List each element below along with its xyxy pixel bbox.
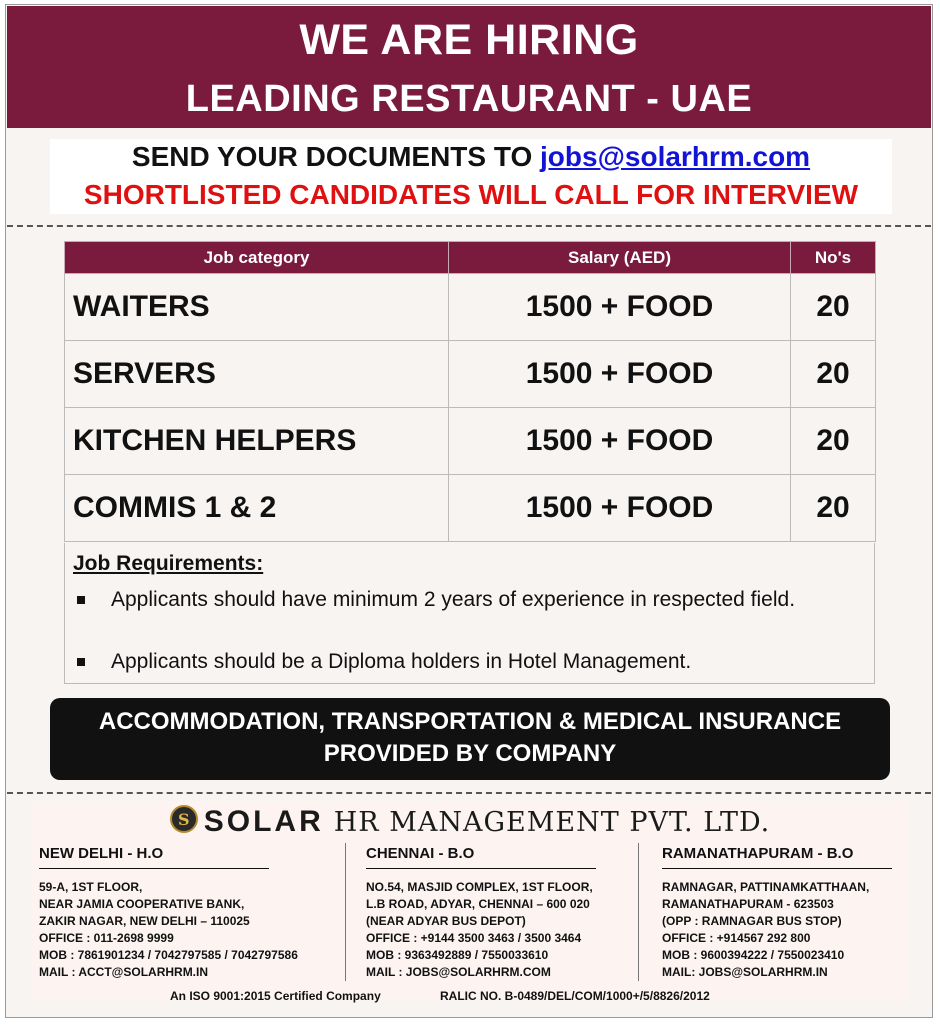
office-line: (OPP : RAMNAGAR BUS STOP) <box>662 914 842 928</box>
send-documents-line <box>50 141 892 173</box>
job-salary: 1500 + FOOD <box>449 475 791 542</box>
table-row <box>65 475 876 542</box>
office-line: MOB : 9363492889 / 7550033610 <box>366 948 549 962</box>
requirement-item <box>73 646 863 677</box>
table-header-row <box>65 242 876 274</box>
jobs-table <box>64 241 875 542</box>
office-line: MAIL: JOBS@SOLARHRM.IN <box>662 965 828 979</box>
hiring-banner <box>7 6 931 128</box>
benefits-banner <box>50 698 890 780</box>
send-prefix: SEND YOUR DOCUMENTS TO <box>131 141 541 172</box>
solar-logo-icon: S <box>170 805 198 833</box>
table-row <box>65 274 876 341</box>
office-line: 59-A, 1ST FLOOR, <box>39 880 143 894</box>
job-salary: 1500 + FOOD <box>449 274 791 341</box>
company-footer <box>32 801 908 1001</box>
job-requirements <box>64 543 875 684</box>
office-title: CHENNAI - B.O <box>366 845 475 862</box>
office-line: L.B ROAD, ADYAR, CHENNAI – 600 020 <box>366 897 590 911</box>
email-link[interactable]: jobs@solarhrm.com <box>540 141 811 172</box>
requirements-title: Job Requirements: <box>73 552 264 575</box>
job-category: WAITERS <box>65 274 449 341</box>
requirement-text: Applicants should have minimum 2 years of experience in respected field. <box>111 588 796 611</box>
benefits-line-2: PROVIDED BY COMPANY <box>323 740 617 767</box>
job-category: COMMIS 1 & 2 <box>65 475 449 542</box>
job-category: KITCHEN HELPERS <box>65 408 449 475</box>
header-job-category: Job category <box>65 242 449 274</box>
office-line: OFFICE : +914567 292 800 <box>662 931 811 945</box>
company-logo-row <box>32 805 908 841</box>
ralic-number: RALIC NO. B-0489/DEL/COM/1000+/5/8826/2012 <box>440 989 710 1003</box>
job-count: 20 <box>791 274 876 341</box>
job-salary: 1500 + FOOD <box>449 341 791 408</box>
office-line: MAIL : JOBS@SOLARHRM.COM <box>366 965 551 979</box>
company-name: HR MANAGEMENT PVT. LTD. <box>333 806 771 838</box>
dashed-divider-top <box>7 225 931 227</box>
office-line: OFFICE : +9144 3500 3463 / 3500 3464 <box>366 931 582 945</box>
office-new-delhi <box>39 845 319 981</box>
job-salary: 1500 + FOOD <box>449 408 791 475</box>
table-row <box>65 341 876 408</box>
office-separator <box>638 843 639 981</box>
office-title-rule <box>39 868 269 869</box>
iso-certification: An ISO 9001:2015 Certified Company <box>170 989 381 1003</box>
office-separator <box>345 843 346 981</box>
office-line: NO.54, MASJID COMPLEX, 1ST FLOOR, <box>366 880 593 894</box>
banner-subtitle: LEADING RESTAURANT - UAE <box>185 78 753 120</box>
office-title: RAMANATHAPURAM - B.O <box>662 845 854 862</box>
office-title: NEW DELHI - H.O <box>39 845 164 862</box>
logo-wordmark: SOLAR <box>203 805 324 838</box>
shortlisted-notice: SHORTLISTED CANDIDATES WILL CALL FOR INTERVIEW <box>83 179 859 210</box>
table-row <box>65 408 876 475</box>
dashed-divider-bottom <box>7 792 931 794</box>
job-count: 20 <box>791 475 876 542</box>
office-line: RAMANATHAPURAM - 623503 <box>662 897 834 911</box>
office-line: OFFICE : 011-2698 9999 <box>39 931 174 945</box>
benefits-line-1: ACCOMMODATION, TRANSPORTATION & MEDICAL INSURANCE <box>98 708 842 735</box>
office-title-rule <box>366 868 596 869</box>
office-line: MOB : 9600394222 / 7550023410 <box>662 948 845 962</box>
office-line: RAMNAGAR, PATTINAMKATTHAAN, <box>662 880 870 894</box>
job-category: SERVERS <box>65 341 449 408</box>
job-count: 20 <box>791 408 876 475</box>
office-line: MOB : 7861901234 / 7042797585 / 7042797586 <box>39 948 298 962</box>
office-line: ZAKIR NAGAR, NEW DELHI – 110025 <box>39 914 250 928</box>
office-line: (NEAR ADYAR BUS DEPOT) <box>366 914 526 928</box>
office-title-rule <box>662 868 892 869</box>
send-documents-box <box>50 139 892 214</box>
header-count: No's <box>791 242 876 274</box>
requirement-item <box>73 584 863 615</box>
office-line: MAIL : ACCT@SOLARHRM.IN <box>39 965 209 979</box>
requirement-text: Applicants should be a Diploma holders in Hotel Management. <box>111 650 692 673</box>
header-salary: Salary (AED) <box>449 242 791 274</box>
bullet-icon <box>77 658 85 666</box>
bullet-icon <box>77 596 85 604</box>
office-chennai <box>366 845 646 981</box>
office-ramanathapuram <box>662 845 940 981</box>
office-line: NEAR JAMIA COOPERATIVE BANK, <box>39 897 245 911</box>
banner-title: WE ARE HIRING <box>299 16 639 64</box>
job-count: 20 <box>791 341 876 408</box>
